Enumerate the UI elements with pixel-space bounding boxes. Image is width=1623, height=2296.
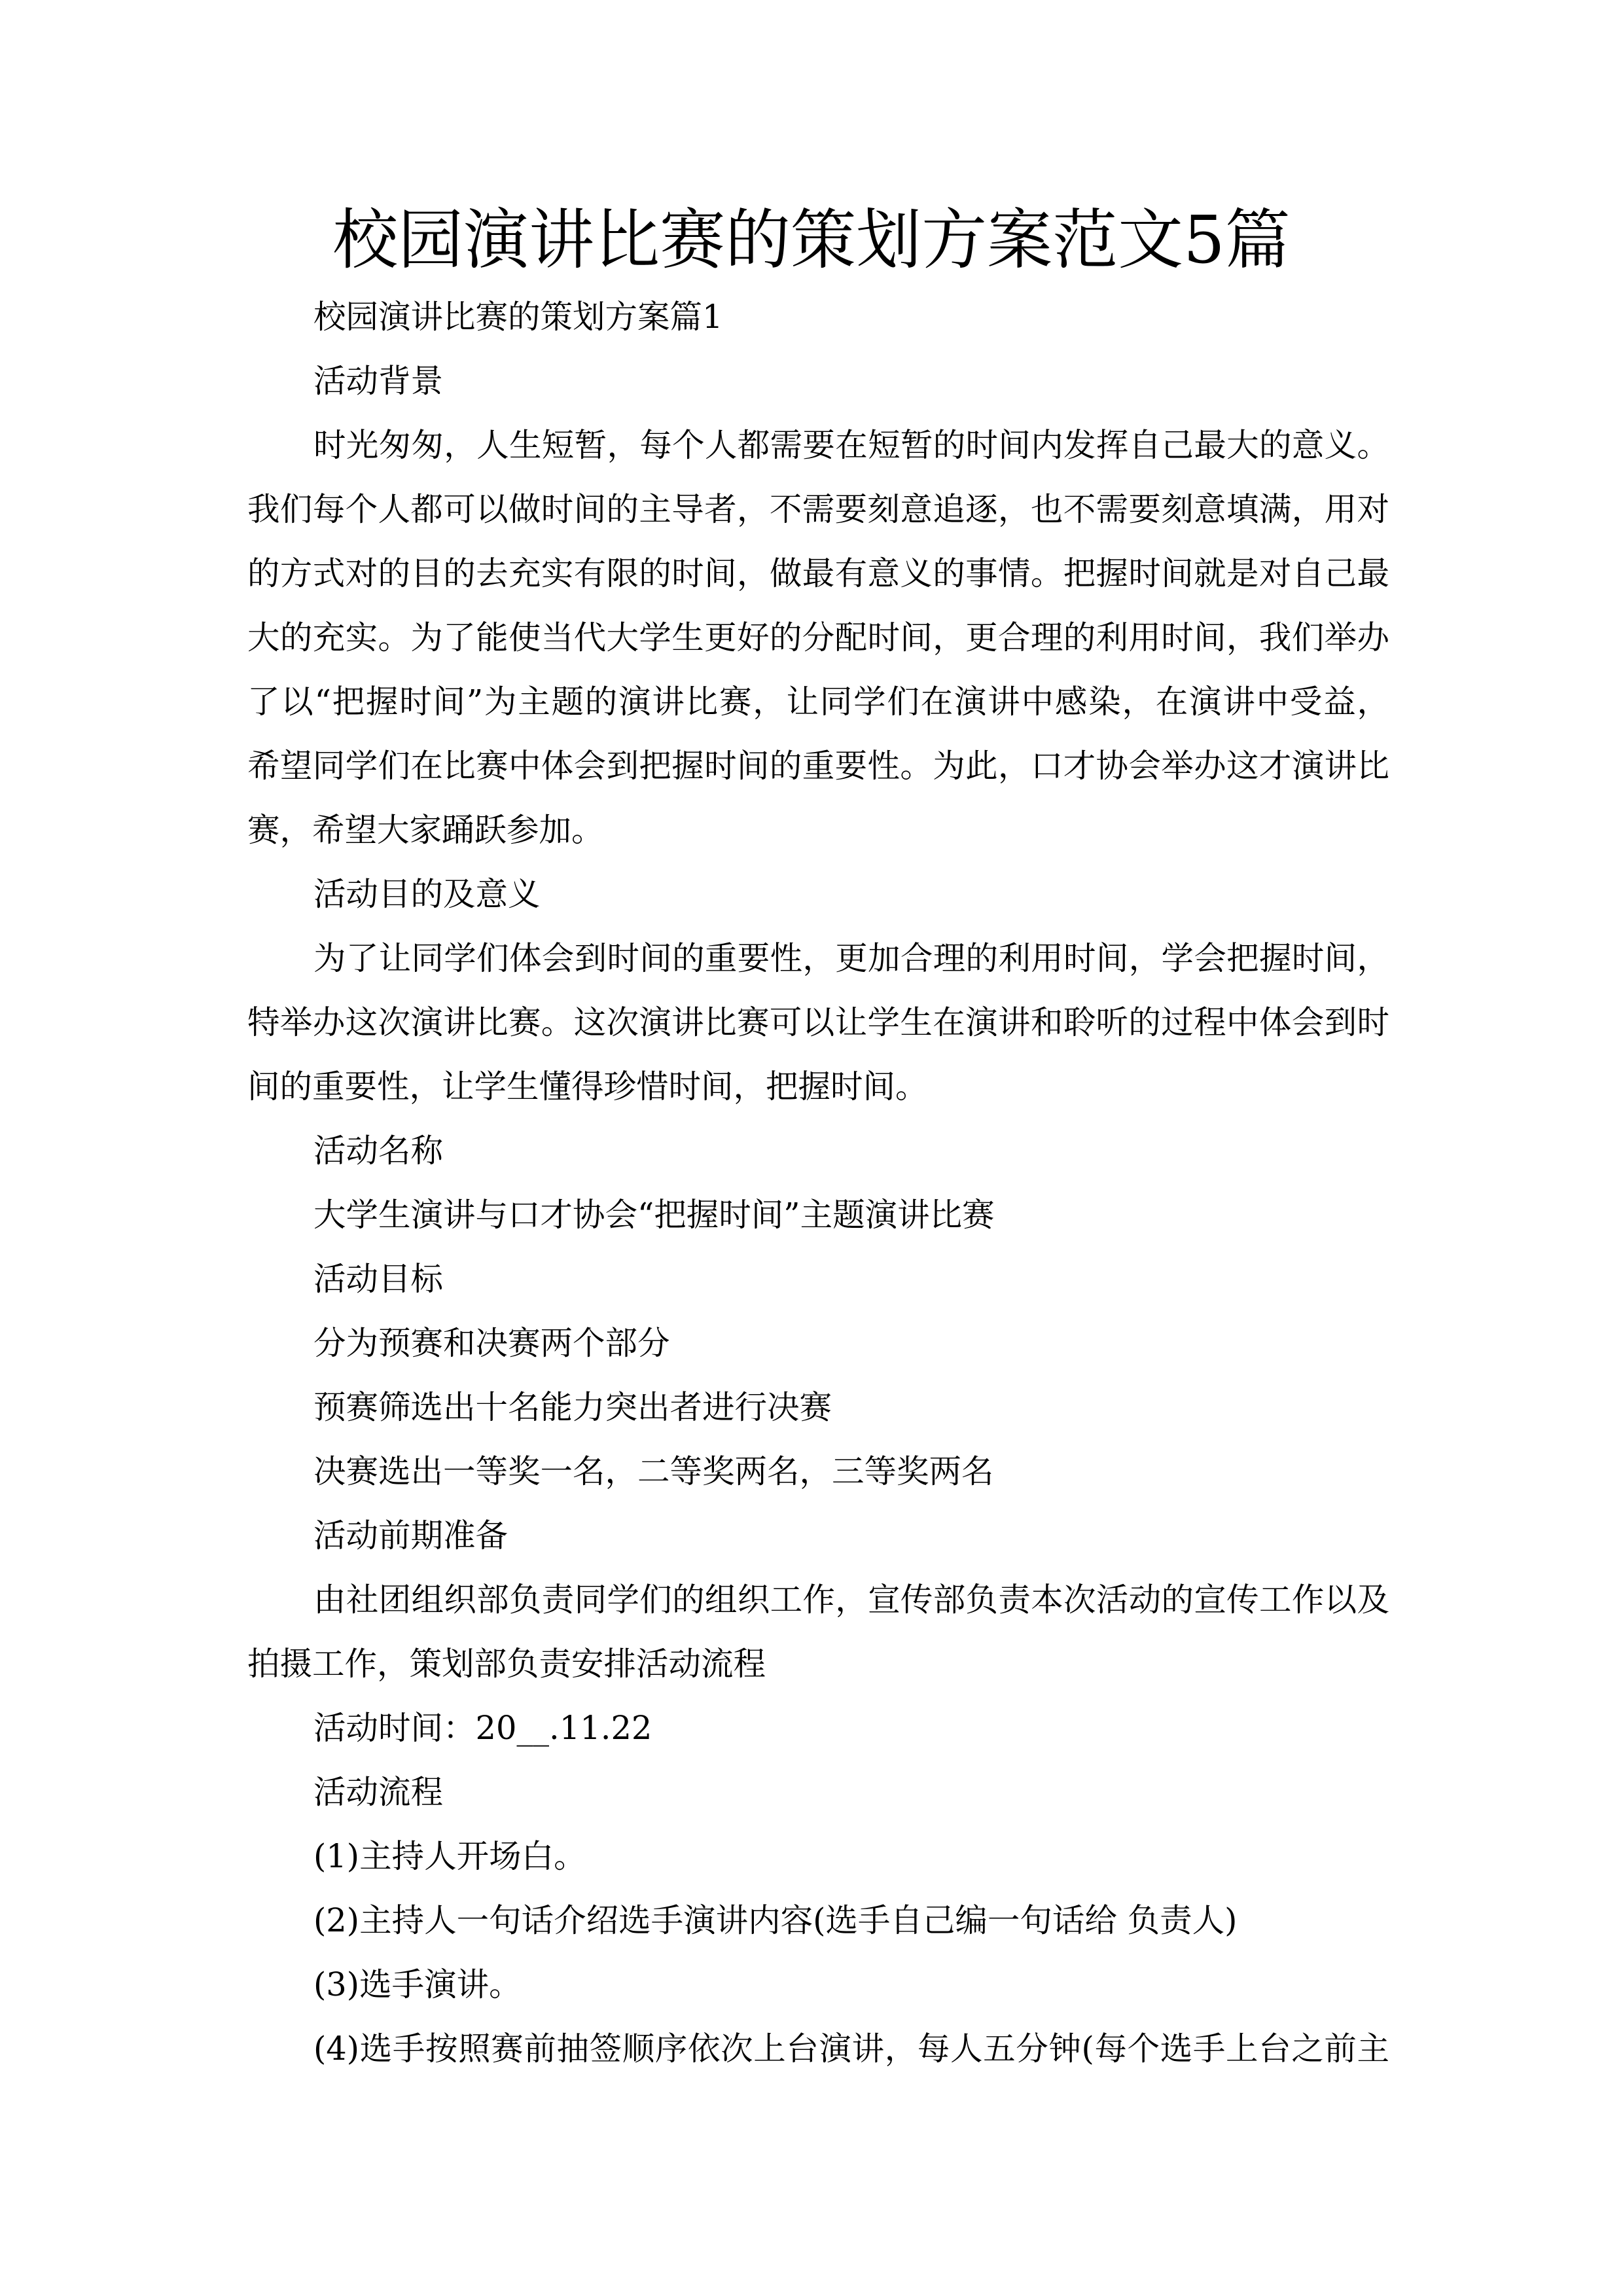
text-line: 由社团组织部负责同学们的组织工作，宣传部负责本次活动的宣传工作以及 <box>313 1581 1389 1619</box>
text-line: 时光匆匆，人生短暂，每个人都需要在短暂的时间内发挥自己最大的意义。 <box>313 426 1389 464</box>
text-line: 活动前期准备 <box>313 1516 508 1554</box>
text-line: 希望同学们在比赛中体会到把握时间的重要性。为此，口才协会举办这才演讲比 <box>247 747 1389 785</box>
text-line: 活动目的及意义 <box>313 875 541 913</box>
text-line: 分为预赛和决赛两个部分 <box>313 1324 670 1362</box>
text-line: (2)主持人一句话介绍选手演讲内容(选手自己编一句话给 负责人) <box>313 1901 1238 1939</box>
text-line: 赛，希望大家踊跃参加。 <box>247 811 604 849</box>
text-line: 为了让同学们体会到时间的重要性，更加合理的利用时间，学会把握时间， <box>313 939 1389 977</box>
text-line: 了以“把握时间”为主题的演讲比赛，让同学们在演讲中感染，在演讲中受益， <box>247 683 1389 721</box>
text-line: 间的重要性，让学生懂得珍惜时间，把握时间。 <box>247 1067 928 1105</box>
text-line: 的方式对的目的去充实有限的时间，做最有意义的事情。把握时间就是对自己最 <box>247 554 1389 592</box>
text-line: 活动背景 <box>313 362 443 400</box>
document-title: 校园演讲比赛的策划方案范文5篇 <box>332 202 1291 278</box>
text-line: 活动流程 <box>313 1773 443 1811</box>
text-line: (3)选手演讲。 <box>313 1965 522 2003</box>
text-line: 我们每个人都可以做时间的主导者，不需要刻意追逐，也不需要刻意填满，用对 <box>247 490 1389 528</box>
text-line: 拍摄工作，策划部负责安排活动流程 <box>247 1645 766 1683</box>
text-line: 预赛筛选出十名能力突出者进行决赛 <box>313 1388 832 1426</box>
document-body <box>247 285 1389 2081</box>
text-line: 活动目标 <box>313 1260 443 1298</box>
text-line: (4)选手按照赛前抽签顺序依次上台演讲，每人五分钟(每个选手上台之前主 <box>313 2030 1389 2068</box>
text-line: 活动时间：20__.11.22 <box>313 1709 652 1747</box>
text-line: 活动名称 <box>313 1132 443 1170</box>
text-line: 特举办这次演讲比赛。这次演讲比赛可以让学生在演讲和聆听的过程中体会到时 <box>247 1003 1389 1041</box>
text-line: 大学生演讲与口才协会“把握时间”主题演讲比赛 <box>313 1196 995 1234</box>
text-line: (1)主持人开场白。 <box>313 1837 586 1875</box>
text-line: 校园演讲比赛的策划方案篇1 <box>313 298 723 336</box>
text-line: 大的充实。为了能使当代大学生更好的分配时间，更合理的利用时间，我们举办 <box>247 619 1389 656</box>
text-line: 决赛选出一等奖一名，二等奖两名，三等奖两名 <box>313 1452 994 1490</box>
